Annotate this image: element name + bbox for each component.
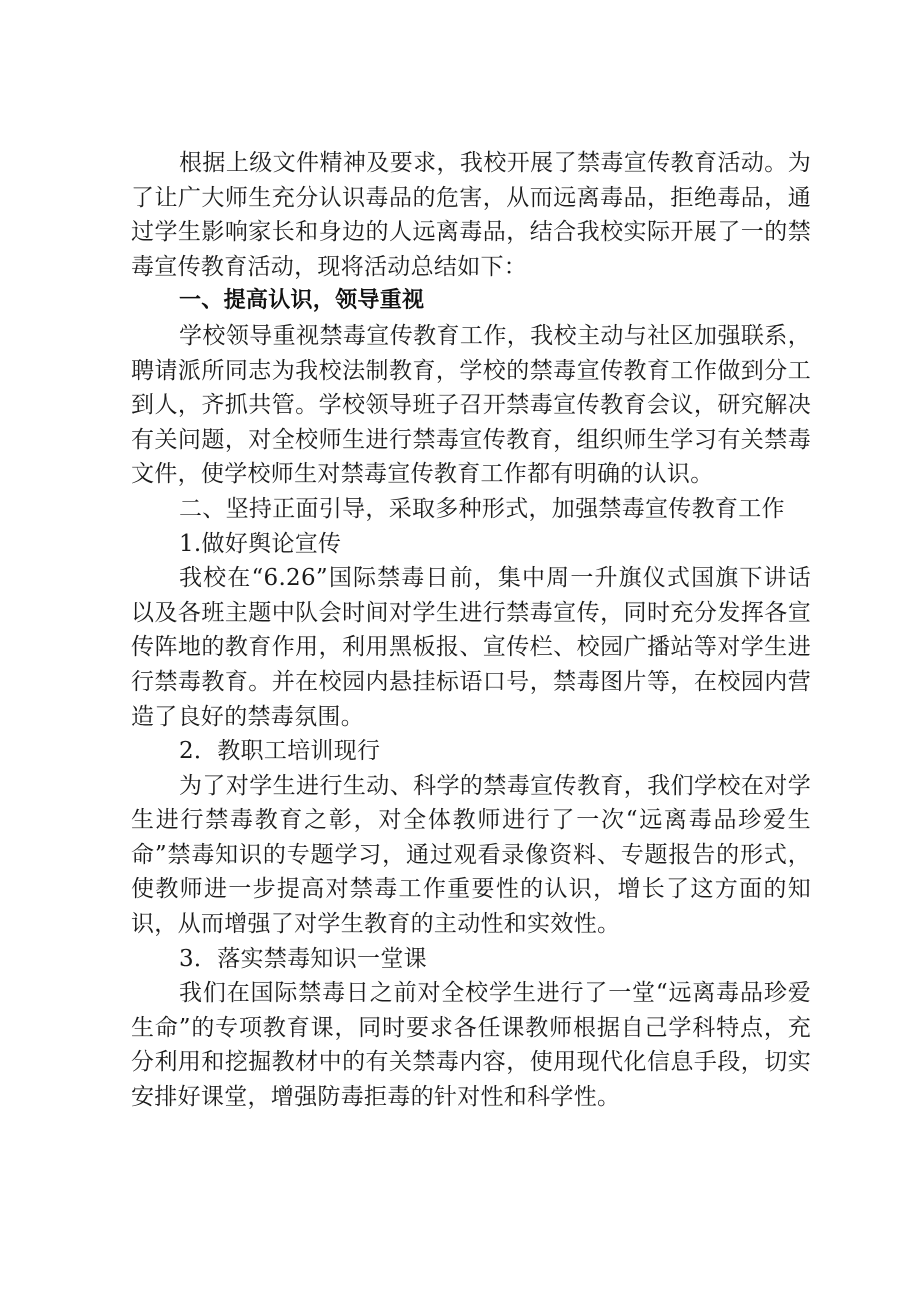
section2-heading: 二、坚持正面引导，采取多种形式，加强禁毒宣传教育工作 <box>179 495 785 522</box>
item1-heading: 1.做好舆论宣传 <box>179 530 342 557</box>
item2-heading: 2．教职工培训现行 <box>179 738 381 765</box>
intro-paragraph: 根据上级文件精神及要求，我校开展了禁毒宣传教育活动。为了让广大师生充分认识毒品的危害，从而远离毒品，拒绝毒品，通过学生影响家长和身边的人远离毒品，结合我校实际开展了一的禁毒宣传教育活动，现将活动总结如下： <box>131 150 811 280</box>
document-page <box>131 146 811 1115</box>
item1-paragraph: 我校在“6.26”国际禁毒日前，集中周一升旗仪式国旗下讲话以及各班主题中队会时间对学生进行禁毒宣传，同时充分发挥各宣传阵地的教育作用，利用黑板报、宣传栏、校园广播站等对学生进行禁毒教育。并在校园内悬挂标语口号，禁毒图片等，在校园内营造了良好的禁毒氛围。 <box>131 565 811 730</box>
section1-paragraph: 学校领导重视禁毒宣传教育工作，我校主动与社区加强联系，聘请派所同志为我校法制教育，学校的禁毒宣传教育工作做到分工到人，齐抓共管。学校领导班子召开禁毒宣传教育会议，研究解决有关问题，对全校师生进行禁毒宣传教育，组织师生学习有关禁毒文件，使学校师生对禁毒宣传教育工作都有明确的认识。 <box>131 322 811 488</box>
item3-paragraph: 我们在国际禁毒日之前对全校学生进行了一堂“远离毒品珍爱生命”的专项教育课，同时要求各任课教师根据自己学科特点，充分利用和挖掘教材中的有关禁毒内容，使用现代化信息手段，切实安排好课堂，增强防毒拒毒的针对性和科学性。 <box>131 980 811 1111</box>
item2-paragraph: 为了对学生进行生动、科学的禁毒宣传教育，我们学校在对学生进行禁毒教育之彰，对全体教师进行了一次“远离毒品珍爱生命”禁毒知识的专题学习，通过观看录像资料、专题报告的形式，使教师进一步提高对禁毒工作重要性的认识，增长了这方面的知识，从而增强了对学生教育的主动性和实效性。 <box>131 772 811 938</box>
section1-heading: 一、提高认识，领导重视 <box>179 288 425 314</box>
item3-heading: 3．落实禁毒知识一堂课 <box>179 945 427 972</box>
